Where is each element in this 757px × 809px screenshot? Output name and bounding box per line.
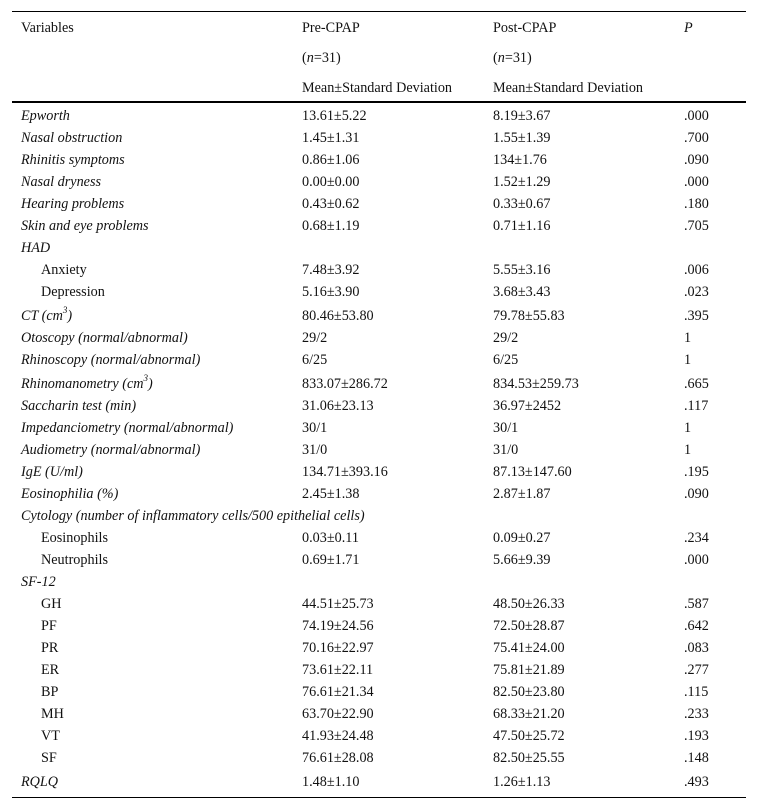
p-value: .023: [684, 284, 709, 300]
row-label: Eosinophils: [41, 530, 109, 546]
pre-cpap-value: 134.71±393.16: [302, 464, 388, 480]
p-value: .117: [684, 398, 709, 414]
pre-cpap-value: 0.43±0.62: [302, 196, 360, 212]
p-value: .234: [684, 530, 709, 546]
row-label: BP: [41, 684, 59, 700]
p-value: .115: [684, 684, 709, 700]
post-cpap-value: 5.55±3.16: [493, 262, 551, 278]
row-label: MH: [41, 706, 64, 722]
row-label: Depression: [41, 284, 105, 300]
post-cpap-value: 0.71±1.16: [493, 218, 551, 234]
p-value: .642: [684, 618, 709, 634]
row-label: Nasal dryness: [21, 174, 102, 190]
p-value: .090: [684, 152, 709, 168]
row-label: ER: [41, 662, 60, 678]
pre-cpap-value: 41.93±24.48: [302, 728, 374, 744]
p-value: 1: [684, 420, 692, 436]
row-label: Rhinoscopy (normal/abnormal): [21, 352, 201, 368]
post-cpap-value: 31/0: [493, 442, 519, 458]
pre-cpap-value: 29/2: [302, 330, 328, 346]
pre-cpap-value: 2.45±1.38: [302, 486, 360, 502]
pre-cpap-value: 80.46±53.80: [302, 308, 374, 324]
row-label: Saccharin test (min): [21, 398, 137, 414]
row-label: CT $(cm^3)$: [21, 305, 73, 324]
row-label: PR: [41, 640, 59, 656]
row-label: Rhinitis symptoms: [21, 152, 125, 168]
post-cpap-value: 2.87±1.87: [493, 486, 551, 502]
header-pre-stat: Mean±Standard Deviation: [302, 80, 453, 96]
pre-cpap-value: 0.86±1.06: [302, 152, 360, 168]
pre-cpap-value: 833.07±286.72: [302, 376, 388, 392]
row-label: Cytology (number of inflammatory cells/500 epithelial cells): [21, 508, 365, 524]
header-pre-n: (n=31): [302, 50, 341, 66]
p-value: 1: [684, 352, 692, 368]
post-cpap-value: 82.50±25.55: [493, 750, 565, 766]
row-label: SF: [41, 750, 57, 766]
p-value: .148: [684, 750, 709, 766]
post-cpap-value: 72.50±28.87: [493, 618, 565, 634]
post-cpap-value: 834.53±259.73: [493, 376, 579, 392]
pre-cpap-value: 30/1: [302, 420, 328, 436]
header-post-n: (n=31): [493, 50, 532, 66]
post-cpap-value: 79.78±55.83: [493, 308, 565, 324]
post-cpap-value: 5.66±9.39: [493, 552, 551, 568]
row-label: RQLQ: [21, 774, 59, 790]
header-divider-rule: [12, 101, 746, 103]
row-label: Otoscopy (normal/abnormal): [21, 330, 188, 346]
row-label: GH: [41, 596, 62, 612]
p-value: .193: [684, 728, 709, 744]
p-value: .195: [684, 464, 709, 480]
row-label: Nasal obstruction: [21, 130, 123, 146]
pre-cpap-value: 0.03±0.11: [302, 530, 359, 546]
pre-cpap-value: 1.48±1.10: [302, 774, 360, 790]
row-label: Rhinomanometry $(cm^3)$: [21, 373, 153, 392]
p-value: .395: [684, 308, 709, 324]
p-value: .233: [684, 706, 709, 722]
p-value: .665: [684, 376, 709, 392]
row-label: IgE (U/ml): [21, 464, 83, 480]
p-value: .083: [684, 640, 709, 656]
p-value: .006: [684, 262, 709, 278]
pre-cpap-value: 44.51±25.73: [302, 596, 374, 612]
pre-cpap-value: 76.61±28.08: [302, 750, 374, 766]
post-cpap-value: 1.26±1.13: [493, 774, 551, 790]
post-cpap-value: 8.19±3.67: [493, 108, 551, 124]
post-cpap-value: 48.50±26.33: [493, 596, 565, 612]
table-bottom-rule: [12, 797, 746, 798]
pre-cpap-value: 7.48±3.92: [302, 262, 360, 278]
post-cpap-value: 75.81±21.89: [493, 662, 565, 678]
pre-cpap-value: 6/25: [302, 352, 328, 368]
row-label: Hearing problems: [21, 196, 125, 212]
row-label: Audiometry (normal/abnormal): [21, 442, 201, 458]
header-pre-title: Pre-CPAP: [302, 20, 360, 36]
post-cpap-value: 1.55±1.39: [493, 130, 551, 146]
pre-cpap-value: 0.69±1.71: [302, 552, 360, 568]
pre-cpap-value: 70.16±22.97: [302, 640, 374, 656]
p-value: .705: [684, 218, 709, 234]
p-value: .000: [684, 552, 709, 568]
row-label: Anxiety: [41, 262, 87, 278]
p-value: .700: [684, 130, 709, 146]
post-cpap-value: 3.68±3.43: [493, 284, 551, 300]
post-cpap-value: 6/25: [493, 352, 519, 368]
pre-cpap-value: 63.70±22.90: [302, 706, 374, 722]
post-cpap-value: 1.52±1.29: [493, 174, 551, 190]
pre-cpap-value: 5.16±3.90: [302, 284, 360, 300]
p-value: .277: [684, 662, 709, 678]
p-value: .000: [684, 108, 709, 124]
row-label: PF: [41, 618, 57, 634]
row-label: Impedanciometry (normal/abnormal): [21, 420, 234, 436]
row-label: Neutrophils: [41, 552, 108, 568]
pre-cpap-value: 74.19±24.56: [302, 618, 374, 634]
pre-cpap-value: 31.06±23.13: [302, 398, 374, 414]
row-label: Eosinophilia (%): [21, 486, 119, 502]
post-cpap-value: 82.50±23.80: [493, 684, 565, 700]
header-p-value: P: [684, 20, 693, 36]
row-label: HAD: [21, 240, 51, 256]
pre-cpap-value: 13.61±5.22: [302, 108, 367, 124]
post-cpap-value: 36.97±2452: [493, 398, 562, 414]
row-label: SF-12: [21, 574, 56, 590]
post-cpap-value: 47.50±25.72: [493, 728, 565, 744]
post-cpap-value: 68.33±21.20: [493, 706, 565, 722]
p-value: 1: [684, 330, 692, 346]
p-value: .000: [684, 174, 709, 190]
post-cpap-value: 134±1.76: [493, 152, 547, 168]
p-value: .090: [684, 486, 709, 502]
row-label: Epworth: [21, 108, 70, 124]
pre-cpap-value: 0.00±0.00: [302, 174, 360, 190]
post-cpap-value: 30/1: [493, 420, 519, 436]
post-cpap-value: 0.09±0.27: [493, 530, 551, 546]
pre-cpap-value: 76.61±21.34: [302, 684, 374, 700]
pre-cpap-value: 73.61±22.11: [302, 662, 374, 678]
post-cpap-value: 75.41±24.00: [493, 640, 565, 656]
pre-cpap-value: 1.45±1.31: [302, 130, 360, 146]
header-post-stat: Mean±Standard Deviation: [493, 80, 644, 96]
post-cpap-value: 29/2: [493, 330, 519, 346]
table-top-rule: [12, 11, 746, 12]
row-label: VT: [41, 728, 60, 744]
p-value: 1: [684, 442, 692, 458]
pre-cpap-value: 0.68±1.19: [302, 218, 360, 234]
post-cpap-value: 87.13±147.60: [493, 464, 572, 480]
p-value: .587: [684, 596, 709, 612]
pre-cpap-value: 31/0: [302, 442, 328, 458]
header-variables: Variables: [21, 20, 74, 36]
header-post-title: Post-CPAP: [493, 20, 557, 36]
post-cpap-value: 0.33±0.67: [493, 196, 551, 212]
p-value: .180: [684, 196, 709, 212]
row-label: Skin and eye problems: [21, 218, 149, 234]
p-value: .493: [684, 774, 709, 790]
